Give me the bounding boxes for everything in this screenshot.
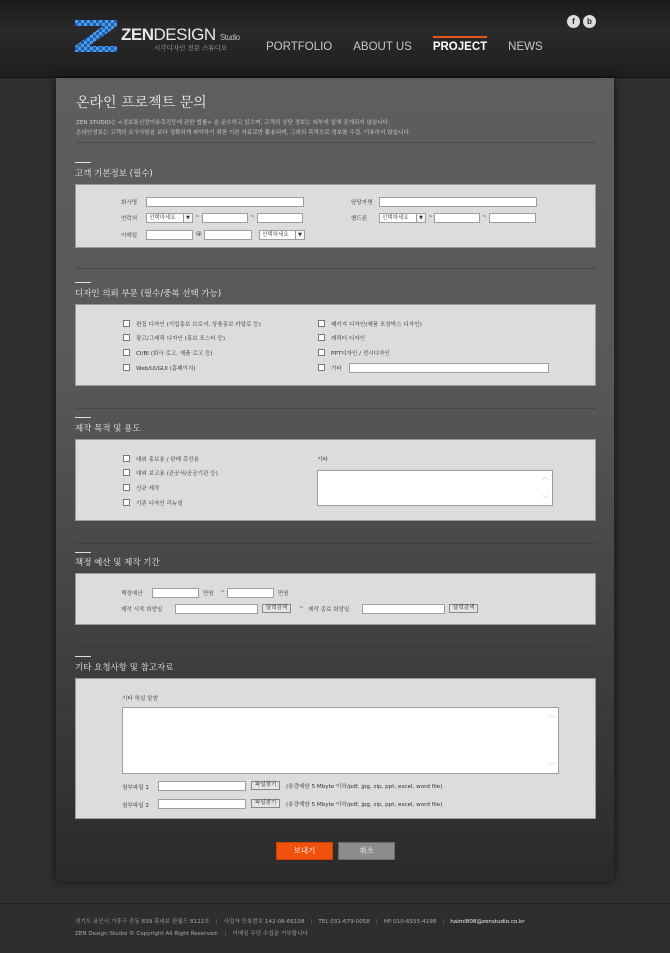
mobile-prefix-value: 선택하세요: [382, 215, 409, 221]
intro-line: 온라인정보는 고객의 요구사항을 보다 정확하게 파악하기 위한 기본 자료로만 활용되며, 그외의 목적으로 정보를 수집, 이용하지 않습니다.: [76, 130, 411, 136]
checkbox-character[interactable]: [318, 334, 325, 341]
company-label: 회사명: [121, 200, 138, 206]
blog-icon[interactable]: b: [583, 15, 596, 28]
mobile-prefix-select[interactable]: [379, 213, 426, 223]
option-label: 편집 디자인 (기업홍보 브로셔, 상품홍보 카달로 등): [136, 322, 261, 328]
intro-line: ZEN STUDIO는 <정보통신망이용촉진등에 관한 법률> 을 준수하고 있으며, 고객의 상담 정보는 외부에 일체 공개되지 않습니다.: [76, 120, 390, 126]
nav-project[interactable]: PROJECT: [432, 41, 488, 53]
checkbox-other[interactable]: [318, 364, 325, 371]
intro-text: [76, 118, 411, 138]
chevron-down-icon: ▼: [416, 214, 425, 222]
at-sign: @: [196, 231, 202, 237]
email-label: 이메일: [121, 233, 138, 239]
chevron-down-icon: ▼: [295, 231, 304, 239]
tilde: ~: [220, 589, 225, 595]
divider: [76, 646, 596, 647]
section-marker: [75, 417, 91, 418]
end-date-label: 제작 종료 희망일: [308, 607, 350, 613]
purpose-box: [75, 439, 596, 521]
purpose-etc-textarea[interactable]: [317, 470, 553, 506]
file1-input[interactable]: [158, 781, 246, 791]
email-domain-select[interactable]: [259, 230, 305, 240]
budget-max-input[interactable]: [227, 588, 274, 598]
section-marker: [75, 552, 91, 553]
option-label: 대외 홍보용 / 판매 촉진용: [136, 457, 200, 463]
brand-subtitle: 시각디자인 전문 스튜디오: [154, 44, 228, 52]
footer-hp: HP 010-6555-4198: [383, 919, 437, 925]
dash: ~: [195, 214, 200, 220]
budget-min-input[interactable]: [152, 588, 199, 598]
mobile-mid-input[interactable]: [434, 213, 480, 223]
phone-label: 연락처: [121, 216, 138, 222]
email-id-input[interactable]: [146, 230, 193, 240]
file2-label: 첨부파일 2: [122, 803, 149, 809]
start-calendar-button[interactable]: 달력검색: [262, 604, 291, 613]
end-date-input[interactable]: [362, 604, 445, 614]
customer-info-box: [75, 184, 596, 248]
footer-email-link[interactable]: haimi808@zenstudio.co.kr: [450, 919, 525, 925]
scroll-down-icon[interactable]: ﹀: [542, 495, 549, 503]
unit-label: 만원: [278, 591, 289, 597]
phone-last-input[interactable]: [257, 213, 303, 223]
footer-copyright: ZEN Design Studio © Copyright All Right Reserved.: [75, 931, 219, 937]
send-button[interactable]: 보내기: [276, 842, 333, 860]
budget-box: [75, 573, 596, 625]
checkbox-new[interactable]: [123, 484, 130, 491]
content-panel: [56, 78, 614, 881]
site-header: [0, 0, 670, 78]
footer-biz-no: 사업자 등록번호 142-08-66108: [223, 919, 305, 925]
dash: ~: [250, 214, 255, 220]
footer-notice: 이메일 무단 수집을 거부합니다: [232, 931, 309, 937]
mobile-label: 핸드폰: [351, 216, 368, 222]
message-textarea[interactable]: [122, 707, 559, 774]
file1-browse-button[interactable]: 파일찾기: [251, 781, 280, 790]
start-date-label: 제작 시작 희망일: [121, 607, 163, 613]
checkbox-advertising[interactable]: [123, 334, 130, 341]
design-type-box: [75, 304, 596, 386]
end-calendar-button[interactable]: 달력검색: [449, 604, 478, 613]
email-domain-input[interactable]: [204, 230, 252, 240]
checkbox-ppt-exhibit[interactable]: [318, 349, 325, 356]
unit-label: 만원: [203, 591, 214, 597]
nav-about-us[interactable]: ABOUT US: [353, 41, 412, 53]
footer-address: 경기도 용인시 기흥구 중동 839 휴네보 판월드 8122호: [75, 919, 210, 925]
divider: [76, 142, 596, 143]
checkbox-promotion[interactable]: [123, 455, 130, 462]
section-title-customer: 고객 기본정보 (필수): [75, 169, 153, 179]
nav-news[interactable]: NEWS: [508, 41, 543, 53]
site-footer: [0, 903, 670, 953]
checkbox-report[interactable]: [123, 469, 130, 476]
footer-tel: TEL 031-679-0058: [318, 919, 370, 925]
scroll-up-icon[interactable]: ︿: [542, 473, 549, 481]
section-title-budget: 책정 예산 및 제작 기간: [75, 558, 160, 568]
option-label: 광고/그래픽 디자인 (홍보 포스터 등): [136, 336, 226, 342]
option-label: 패키지 디자인(제품 포장박스 디자인): [331, 322, 422, 328]
email-domain-value: 선택하세요: [262, 232, 289, 238]
file-note: (용량제한 5 Mbyte 이하/pdf, jpg, zip, ppt, excel, word file): [286, 784, 443, 790]
scroll-down-icon[interactable]: ﹀: [548, 762, 555, 770]
option-label: 캐릭터 디자인: [331, 336, 366, 342]
section-title-design-type: 디자인 의뢰 부문 (필수/중복 선택 가능): [75, 289, 222, 299]
brand-name[interactable]: ZENDESIGN Studio: [121, 25, 240, 44]
manager-input[interactable]: [379, 197, 537, 207]
option-label: Web/UI/GUI (홈페이지): [136, 366, 196, 372]
option-label: 기타: [331, 366, 342, 372]
file2-browse-button[interactable]: 파일찾기: [251, 799, 280, 808]
option-label: 대외 보고용 (관공서/공공기관 등): [136, 471, 218, 477]
scroll-up-icon[interactable]: ︿: [548, 711, 555, 719]
section-marker: [75, 162, 91, 163]
divider: [76, 408, 596, 409]
tilde: ~: [299, 605, 304, 611]
file2-input[interactable]: [158, 799, 246, 809]
nav-portfolio[interactable]: PORTFOLIO: [266, 41, 333, 53]
option-label: 기존 디자인 리뉴얼: [136, 501, 183, 507]
cancel-button[interactable]: 취소: [338, 842, 395, 860]
manager-label: 담당자명: [351, 200, 373, 206]
checkbox-web-ui[interactable]: [123, 364, 130, 371]
checkbox-renewal[interactable]: [123, 499, 130, 506]
section-marker: [75, 282, 91, 283]
start-date-input[interactable]: [175, 604, 258, 614]
requests-box: [75, 678, 596, 819]
budget-label: 책정예산: [121, 591, 143, 597]
chevron-down-icon: ▼: [183, 214, 192, 222]
message-label: 기타 하실 말씀: [122, 696, 158, 702]
divider: [76, 543, 596, 544]
divider: [76, 268, 596, 269]
checkbox-editorial[interactable]: [123, 320, 130, 327]
option-label: 신규 제작: [136, 486, 160, 492]
section-title-requests: 기타 요청사항 및 참고자료: [75, 663, 174, 673]
checkbox-package[interactable]: [318, 320, 325, 327]
company-input[interactable]: [146, 197, 304, 207]
zen-logo-icon[interactable]: [75, 20, 117, 52]
footer-info: 경기도 용인시 기흥구 중동 839 휴네보 판월드 8122호 | 사업자 등록번호 142-08-66108 | TEL 031-679-0058 | HP 010-6555-4198 | haimi808@zenstudio.co.kr: [75, 919, 525, 925]
option-label: PPT디자인 / 전시디자인: [331, 351, 390, 357]
page-title: 온라인 프로젝트 문의: [76, 95, 207, 111]
section-marker: [75, 656, 91, 657]
phone-mid-input[interactable]: [202, 213, 248, 223]
section-title-purpose: 제작 목적 및 용도: [75, 424, 141, 434]
phone-prefix-select[interactable]: [146, 213, 193, 223]
other-design-input[interactable]: [349, 363, 549, 373]
mobile-last-input[interactable]: [489, 213, 536, 223]
file1-label: 첨부파일 1: [122, 785, 149, 791]
option-label: CI/BI (회사 로고, 제품 로고 등): [136, 351, 213, 357]
dash: ~: [482, 214, 487, 220]
facebook-icon[interactable]: f: [567, 15, 580, 28]
phone-prefix-value: 선택하세요: [149, 215, 176, 221]
purpose-etc-label: 기타: [317, 457, 328, 463]
file-note: (용량제한 5 Mbyte 이하/pdf, jpg, zip, ppt, excel, word file): [286, 802, 443, 808]
checkbox-ci-bi[interactable]: [123, 349, 130, 356]
dash: ~: [428, 214, 433, 220]
main-nav: [266, 41, 564, 53]
footer-copyright-line: ZEN Design Studio © Copyright All Right Reserved. | 이메일 무단 수집을 거부합니다: [75, 931, 309, 937]
